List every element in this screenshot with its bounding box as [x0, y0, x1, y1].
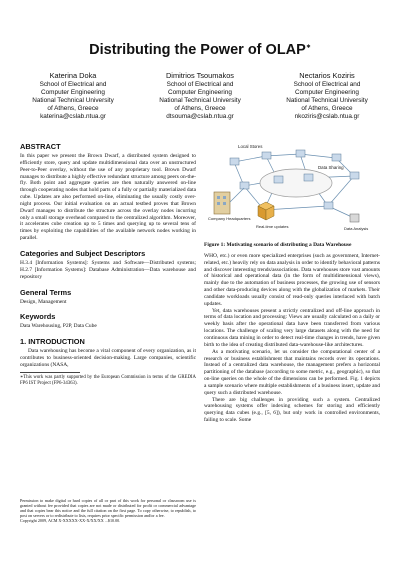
introduction-text: Data warehousing has become a vital component of every organization, as it contributes to business-oriented decision-making. Large companies, scientific organizations (NASA,	[20, 348, 196, 368]
author-dept: School of Electrical and	[166, 81, 234, 88]
keywords-heading: Keywords	[20, 312, 56, 322]
store-node-icon	[324, 202, 333, 209]
abstract-text: In this paper we present the Brown Dwarf, a distributed system designed to efficiently store, query and update multidimensional data over an unstructured Peer-to-Peer overlay, without the use of any proprietary tool. Brown Dwarf manages to distribute a highly effective redundant structure among peers on-the-fly. Both point and aggregate queries are then naturally answered on-line through cooperating nodes that hold parts of a fully or partially materialized data cube. Updates are also performed on-line, eliminating the usually costly over-night process. Our initial evaluation on an actual testbed proves that Brown Dwarf manages to distribute the structure across the overlay nodes incurring only a small storage overhead compared to the centralized algorithm. Moreover, it accelerates cube creation up to 5 times and querying up to several tens of times by exploiting the capabilities of the available network nodes working in parallel.	[20, 153, 196, 242]
author-dept: Computer Engineering	[295, 89, 359, 96]
store-node-icon	[350, 172, 359, 179]
author-email: dtsouma@cslab.ntua.gr	[166, 113, 234, 120]
store-node-icon	[296, 150, 305, 157]
figure-caption-title: Figure 1: Motivating scenario of distributing a Data Warehouse	[204, 242, 352, 248]
author-dept: School of Electrical and	[39, 81, 107, 88]
paragraph-4: There are big challenges in providing such a system. Centralized warehousing systems offer indexing schemes for storing and efficiently querying data cubes (e.g., [5, 6]), but only work in controlled environments, failing to scale. Some	[204, 396, 380, 424]
author-univ: National Technical University	[32, 97, 114, 104]
categories-heading: Categories and Subject Descriptors	[20, 248, 146, 258]
author-city: of Athens, Greece	[47, 105, 99, 112]
author-1	[14, 71, 132, 121]
figure-label-data-sharing: Data Sharing	[318, 165, 344, 170]
introduction-heading: 1. INTRODUCTION	[20, 337, 85, 347]
data-cube-icon	[258, 202, 274, 220]
keywords-text: Data Warehousing, P2P, Data Cube	[20, 323, 97, 330]
author-dept: School of Electrical and	[293, 81, 361, 88]
footnote-rule	[20, 372, 80, 373]
store-node-icon	[304, 174, 313, 181]
title-footnote-mark: ∗	[305, 44, 311, 51]
general-terms-text: Design, Management	[20, 298, 67, 305]
store-node-icon	[240, 182, 249, 189]
author-univ: National Technical University	[159, 97, 241, 104]
network-cloud-icon	[260, 169, 332, 197]
copyright-line: Copyright 2009, ACM X-XXXXX-XX-X/XX/XX ...$10.00.	[20, 518, 121, 524]
title-text: Distributing the Power of OLAP	[89, 42, 306, 58]
paragraph-1: WHO, etc.) or even more specialized enterprises (such as government, Internet-related, etc.) heavily rely on data analysis in order to identify behavioral patterns and discover interesting trends/associations. Data warehouses store vast amounts of historical and operational data (in the form of multidimensional views), mainly due to the automation of business processes, the growing use of sensors and other data-producing devices along with the globalization of markets. Their candidate workloads usually consist of read-only queries interlaced with batch updates.	[204, 252, 380, 307]
author-email: nkoziris@cslab.ntua.gr	[294, 113, 360, 120]
store-node-icon	[332, 154, 341, 161]
figure-label-local-stores: Local Stores	[238, 144, 263, 149]
abstract-heading: ABSTRACT	[20, 142, 61, 151]
permission-block	[20, 498, 196, 523]
figure-label-real-time-updates: Real-time updates	[256, 224, 289, 229]
paragraph-2: Yet, data warehouses present a strictly centralized and off-line approach in terms of data location and processing: Views are usually calculated on a daily or weekly basis after the operational data have been transferred from various locations. The challenge of scaling very large datasets along with the need for continuous data mining in order to detect real-time changes in trends, have given birth to the idea of creating distributed data-warehouse-like architectures.	[204, 307, 380, 348]
footnote: ∗This work was partly supported by the European Commission in terms of the GREDIA FP6 IST Project (FP6-34363).	[20, 374, 196, 386]
categories-text: H.3.4 [Information Systems]: Systems and Software—Distributed systems; H.2.7 [Information Systems]: Database Administration—Data warehouse and repository	[20, 259, 196, 280]
author-city: of Athens, Greece	[174, 105, 226, 112]
headquarters-building-icon	[214, 192, 230, 214]
figure-label-data-analysis: Data Analysis	[344, 226, 369, 231]
author-dept: Computer Engineering	[168, 89, 232, 96]
author-name: Dimitrios Tsoumakos	[165, 71, 235, 80]
right-column	[204, 142, 380, 424]
author-name: Katerina Doka	[49, 71, 97, 80]
store-node-icon	[230, 158, 239, 165]
store-node-icon	[262, 152, 271, 159]
author-univ: National Technical University	[286, 97, 368, 104]
author-2	[141, 71, 259, 121]
author-block	[14, 71, 386, 121]
permission-text: Permission to make digital or hard copies of all or part of this work for personal or classroom use is granted without fee provided that copies are not made or distributed for profit or commercial advantage and that copies bear this notice and the full citation on the first page. To copy otherwise, to republish, to post on servers or to redistribute to lists, requires prior specific permission and/or a fee.	[20, 498, 196, 519]
store-node-icon	[274, 176, 283, 183]
figure-caption	[204, 242, 380, 249]
author-dept: Computer Engineering	[41, 89, 105, 96]
left-column	[20, 142, 196, 387]
author-city: of Athens, Greece	[301, 105, 353, 112]
author-name: Nectarios Koziris	[299, 71, 355, 80]
paragraph-3: As a motivating scenario, let us consider the computational center of a research or business establishment that maintains records over its operations. Instead of a centralized data warehouse, the management prefers a horizontal partitioning of the database (according to some metric, e.g., geographic), so that on-line queries on the whole of the dimensions can be performed. Fig. 1 depicts a sample scenario where multiple establishments of a business insert, update and query such a distributed warehouse.	[204, 348, 380, 396]
figure-diagram	[204, 136, 380, 240]
figure-label-company-headquarters: Company Headquarters	[208, 216, 251, 221]
figure-1	[204, 136, 380, 240]
analyst-workstation-icon	[350, 214, 359, 222]
general-terms-heading: General Terms	[20, 287, 72, 297]
author-email: katerina@cslab.ntua.gr	[40, 113, 106, 120]
author-3	[268, 71, 386, 121]
paper-title	[0, 42, 400, 58]
